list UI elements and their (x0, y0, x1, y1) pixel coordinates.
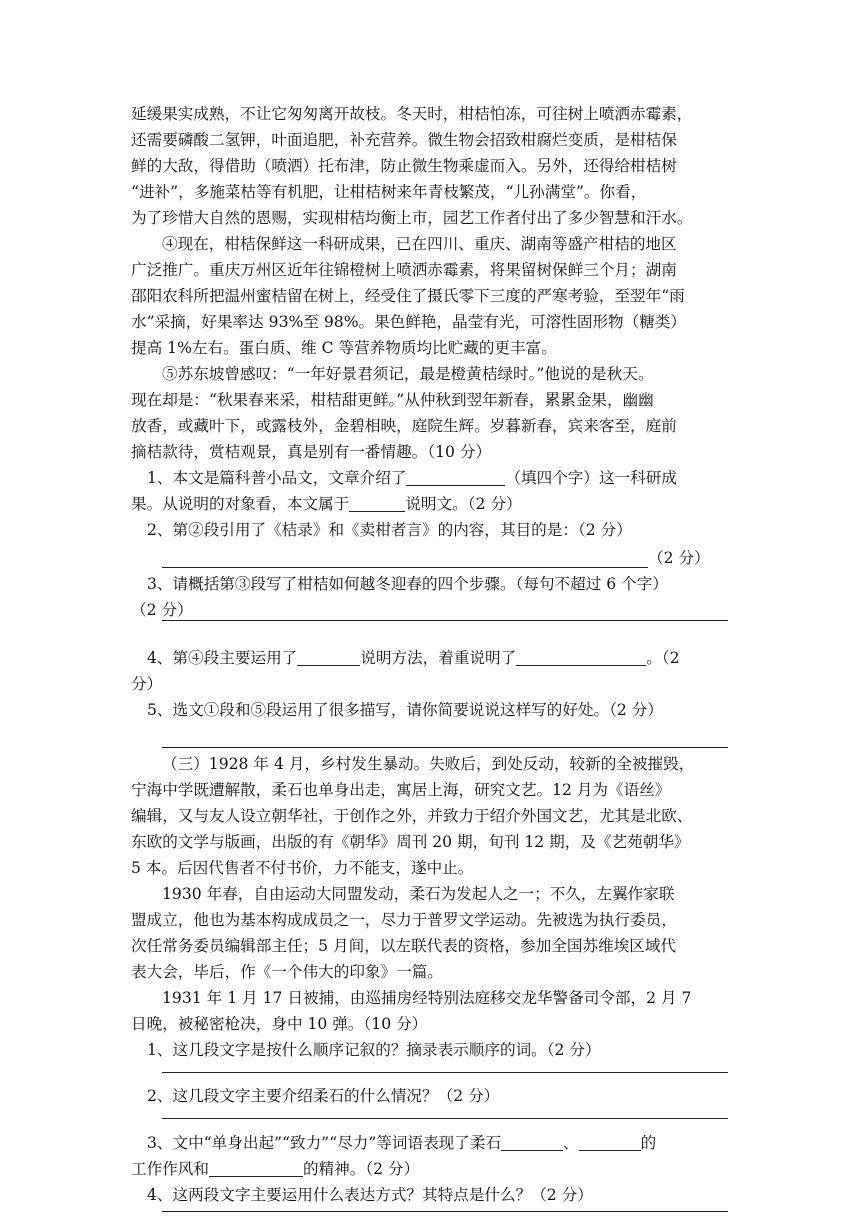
passage-line: 邵阳农科所把温州蜜桔留在树上，经受住了摄氏零下三度的严寒考验，至翌年“雨 (131, 287, 685, 305)
passage-line: （三）1928 年 4 月，乡村发生暴动。失败后，到处反动，较新的全被摧毁， (162, 755, 695, 773)
question-line: 1、这几段文字是按什么顺序记叙的？摘录表示顺序的词。（2 分） (147, 1041, 601, 1059)
passage-line: 提高 1%左右。蛋白质、维 C 等营养物质均比贮藏的更丰富。 (131, 339, 557, 357)
passage-line: 现在却是：“秋果春来采，柑桔甜更鲜。”从仲秋到翌年新春，累累金果，幽幽 (131, 391, 654, 409)
question-line: 工作作风和 的精神。（2 分） (131, 1160, 420, 1178)
passage-line: 次任常务委员编辑部主任；5 月间，以左联代表的资格，参加全国苏维埃区域代 (131, 937, 677, 955)
passage-line: 延缓果实成熟，不让它匆匆离开故枝。冬天时，柑桔怕冻，可往树上喷洒赤霉素， (131, 105, 693, 123)
answer-line[interactable] (162, 747, 728, 748)
question-line: 3、请概括第③段写了柑桔如何越冬迎春的四个步骤。（每句不超过 6 个字） (147, 575, 668, 593)
passage-line: 1930 年春，自由运动大同盟发动，柔石为发起人之一；不久，左翼作家联 (162, 885, 675, 903)
answer-line[interactable] (162, 1072, 728, 1073)
question-line: 1、本文是篇科普小品文，文章介绍了 （填四个字）这一科研成 (147, 469, 677, 487)
passage-line: 5 本。后因代售者不付书价，力不能支，遂中止。 (131, 859, 474, 877)
question-line: 5、选文①段和⑤段运用了很多描写，请你简要说说这样写的好处。（2 分） (147, 701, 663, 719)
answer-blank[interactable] (297, 649, 360, 666)
passage-line: 宁海中学既遭解散，柔石也单身出走，寓居上海，研究文艺。12 月为《语丝》 (131, 781, 671, 799)
question-line: 4、第④段主要运用了 说明方法，着重说明了 。（2 (147, 649, 680, 667)
question-line: 果。从说明的对象看，本文属于 说明文。（2 分） (131, 495, 522, 513)
answer-line[interactable] (162, 1118, 728, 1119)
answer-blank[interactable] (516, 649, 646, 666)
answer-line[interactable] (162, 1211, 728, 1212)
passage-line: 水”采摘，好果率达 93%至 98%。果色鲜艳，晶莹有光，可溶性固形物（糖类） (131, 313, 687, 331)
answer-blank[interactable] (579, 1134, 641, 1151)
passage-line: 表大会，毕后，作《一个伟大的印象》一篇。 (131, 963, 443, 981)
question-line: 3、文中“单身出起”“致力”“尽力”等词语表现了柔石 、 的 (147, 1134, 657, 1152)
passage-line: 东欧的文学与版画，出版的有《朝华》周刊 20 期，旬刊 12 期，及《艺苑朝华》 (131, 833, 690, 851)
answer-line[interactable] (162, 620, 728, 621)
passage-line: 还需要磷酸二氢钾，叶面追肥，补充营养。微生物会招致柑腐烂变质，是柑桔保 (131, 131, 677, 149)
passage-line: ④现在，柑桔保鲜这一科研成果，已在四川、重庆、湖南等盛产柑桔的地区 (162, 235, 677, 253)
passage-line: 摘桔款待，赏桔观景，真是别有一番情趣。（10 分） (131, 443, 492, 461)
answer-blank[interactable] (349, 495, 405, 512)
question-score: （2 分） (648, 549, 710, 567)
answer-blank[interactable] (209, 1160, 303, 1177)
answer-blank[interactable] (501, 1134, 563, 1151)
passage-line: 1931 年 1 月 17 日被捕，由巡捕房经特别法庭移交龙华警备司令部，2 月 7 (162, 989, 692, 1007)
passage-line: ⑤苏东坡曾感叹：“一年好景君须记，最是橙黄桔绿时。”他说的是秋天。 (162, 365, 654, 383)
answer-line[interactable] (162, 567, 648, 568)
passage-line: 为了珍惜大自然的恩赐，实现柑桔均衡上市，园艺工作者付出了多少智慧和汗水。 (131, 209, 693, 227)
answer-blank[interactable] (406, 469, 505, 486)
passage-line: 鲜的大敌，得借助（喷洒）托布津，防止微生物乘虚而入。另外，还得给柑桔树 (131, 157, 677, 175)
question-line: 分） (131, 675, 163, 693)
passage-line: 盟成立，他也为基本构成成员之一，尽力于普罗文学运动。先被选为执行委员， (131, 911, 677, 929)
passage-line: 广泛推广。重庆万州区近年往锦橙树上喷洒赤霉素，将果留树保鲜三个月；湖南 (131, 261, 677, 279)
passage-line: 日晚，被秘密枪决，身中 10 弹。（10 分） (131, 1015, 428, 1033)
question-line: （2 分） (131, 601, 193, 619)
passage-line: 放香，或藏叶下，或露枝外，金碧相映，庭院生辉。岁暮新春，宾来客至，庭前 (131, 417, 677, 435)
question-line: 4、这两段文字主要运用什么表达方式？其特点是什么？（2 分） (147, 1186, 593, 1204)
question-line: 2、第②段引用了《桔录》和《卖柑者言》的内容，其目的是：（2 分） (147, 521, 632, 539)
passage-line: 编辑，又与友人设立朝华社，于创作之外，并致力于绍介外国文艺，尤其是北欧、 (131, 807, 693, 825)
question-line: 2、这几段文字主要介绍柔石的什么情况？（2 分） (147, 1087, 500, 1105)
passage-line: “进补”，多施菜枯等有机肥，让柑桔树来年青枝繁茂，“儿孙满堂”。你看， (131, 183, 647, 201)
